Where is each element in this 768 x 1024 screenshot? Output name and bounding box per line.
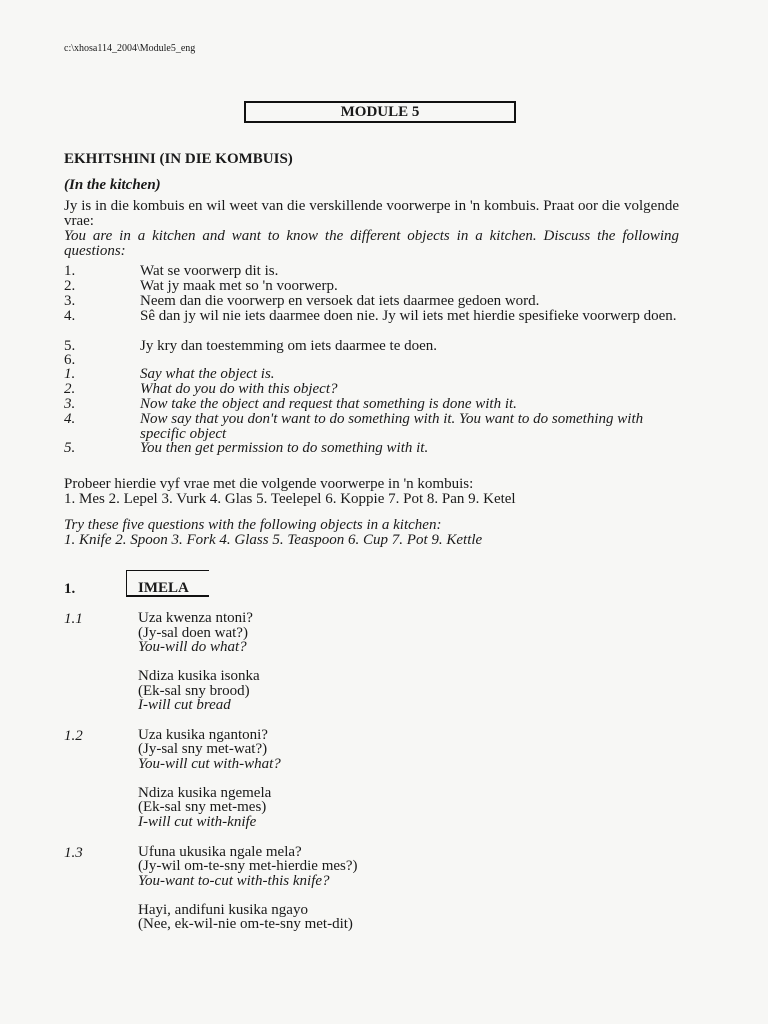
list-number: 2. <box>64 278 76 294</box>
list-item: What do you do with this object? <box>140 381 338 397</box>
list-number: 6. <box>64 352 76 368</box>
list-item: Now take the object and request that something is done with it. <box>140 396 517 412</box>
xhosa-line: Hayi, andifuni kusika ngayo <box>138 902 308 918</box>
list-item: You then get permission to do something with it. <box>140 440 429 456</box>
intro-afrikaans: Jy is in die kombuis en wil weet van die verskillende voorwerpe in 'n kombuis. Praat oor die volgende vrae: <box>64 198 679 229</box>
list-item: Now say that you don't want to do something with it. You want to do something with specific object <box>140 411 644 442</box>
section-number: 1. <box>64 581 76 597</box>
list-item: Jy kry dan toestemming om iets daarmee te doen. <box>140 338 438 354</box>
english-line: I-will cut bread <box>138 697 231 713</box>
list-item: Sê dan jy wil nie iets daarmee doen nie. Jy wil iets met hierdie spesifieke voorwerp doen. <box>140 308 677 324</box>
english-line: You-will do what? <box>138 639 247 655</box>
english-line: You-will cut with-what? <box>138 756 281 772</box>
objects-english: 1. Knife 2. Spoon 3. Fork 4. Glass 5. Teaspoon 6. Cup 7. Pot 9. Kettle <box>64 532 483 548</box>
dialogue-number: 1.3 <box>64 845 83 861</box>
xhosa-line: Uza kusika ngantoni? <box>138 727 268 743</box>
list-number: 2. <box>64 381 76 397</box>
list-number: 3. <box>64 293 76 309</box>
list-item: Wat se voorwerp dit is. <box>140 263 279 279</box>
afrikaans-line: (Ek-sal sny brood) <box>138 683 250 699</box>
list-number: 4. <box>64 411 76 427</box>
dialogue-number: 1.2 <box>64 728 83 744</box>
list-number: 1. <box>64 366 76 382</box>
list-number: 5. <box>64 338 76 354</box>
afrikaans-line: (Jy-sal doen wat?) <box>138 625 248 641</box>
page-title: EKHITSHINI (IN DIE KOMBUIS) <box>64 151 293 167</box>
file-path-header: c:\xhosa114_2004\Module5_eng <box>64 43 196 54</box>
xhosa-line: Ufuna ukusika ngale mela? <box>138 844 302 860</box>
module-title: MODULE 5 <box>244 101 516 123</box>
intro-english: You are in a kitchen and want to know the different objects in a kitchen. Discuss the following questions: <box>64 228 679 259</box>
xhosa-line: Uza kwenza ntoni? <box>138 610 253 626</box>
try-afrikaans: Probeer hierdie vyf vrae met die volgende voorwerpe in 'n kombuis: <box>64 476 474 492</box>
list-item: Wat jy maak met so 'n voorwerp. <box>140 278 338 294</box>
list-number: 5. <box>64 440 76 456</box>
xhosa-line: Ndiza kusika isonka <box>138 668 260 684</box>
section-label: IMELA <box>138 580 189 596</box>
try-english: Try these five questions with the following objects in a kitchen: <box>64 517 442 533</box>
afrikaans-line: (Ek-sal sny met-mes) <box>138 799 267 815</box>
list-number: 1. <box>64 263 76 279</box>
english-line: You-want to-cut with-this knife? <box>138 873 330 889</box>
objects-afrikaans: 1. Mes 2. Lepel 3. Vurk 4. Glas 5. Teelepel 6. Koppie 7. Pot 8. Pan 9. Ketel <box>64 491 516 507</box>
list-item: Neem dan die voorwerp en versoek dat iets daarmee gedoen word. <box>140 293 540 309</box>
afrikaans-line: (Jy-wil om-te-sny met-hierdie mes?) <box>138 858 358 874</box>
afrikaans-line: (Jy-sal sny met-wat?) <box>138 741 268 757</box>
xhosa-line: Ndiza kusika ngemela <box>138 785 272 801</box>
list-number: 4. <box>64 308 76 324</box>
english-line: I-will cut with-knife <box>138 814 257 830</box>
list-item: Say what the object is. <box>140 366 275 382</box>
list-number: 3. <box>64 396 76 412</box>
page-subtitle: (In the kitchen) <box>64 177 161 193</box>
dialogue-number: 1.1 <box>64 611 83 627</box>
afrikaans-line: (Nee, ek-wil-nie om-te-sny met-dit) <box>138 916 353 932</box>
